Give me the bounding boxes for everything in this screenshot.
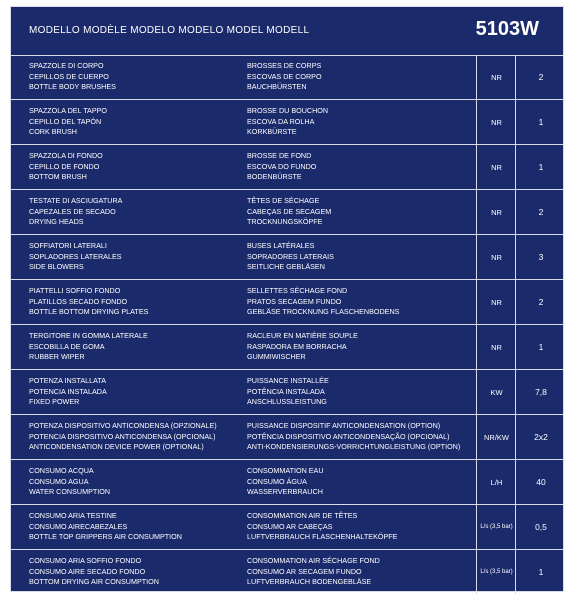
spec-label-line: CONSUMO ÁGUA [247, 476, 307, 486]
spec-value: 1 [515, 100, 566, 144]
spec-label-line: ANTI-KONDENSIERUNGS-VORRICHTUNGLEISTUNG (OPTION) [247, 442, 461, 451]
spec-label-line: TERGITORE IN GOMMA LATERALE [29, 331, 148, 340]
spec-label-line: CONSUMO AR SECAGEM FUNDO [247, 566, 362, 576]
spec-label-line: BUSES LATÉRALES [247, 241, 315, 250]
spec-label-line: POTÊNCIA INSTALADA [247, 386, 325, 396]
spec-label-line: PUISSANCE DISPOSITIF ANTICONDENSATION (OPTION) [247, 421, 441, 430]
spec-label-line: CONSUMO ARIA SOFFIO FONDO [29, 556, 142, 565]
spec-unit: NR [476, 145, 516, 189]
spec-label-it-es-en [29, 556, 245, 588]
table-row [11, 235, 563, 280]
spec-label-line: CAPEZALES DE SECADO [29, 206, 116, 216]
spec-label-line: BOTTLE BOTTOM DRYING PLATES [29, 307, 149, 316]
spec-label-line: SIDE BLOWERS [29, 262, 84, 271]
spec-label-fr-pt-de [247, 286, 475, 318]
spec-label-line: RASPADORA EM BORRACHA [247, 341, 347, 351]
model-label: MODELLO MODÈLE MODELO MODELO MODEL MODELL [29, 25, 310, 36]
spec-value: 2 [515, 280, 566, 324]
spec-label-fr-pt-de [247, 511, 475, 543]
spec-value: 2 [515, 55, 566, 99]
spec-label-line: CONSUMO AGUA [29, 476, 89, 486]
spec-label-line: PUISSANCE INSTALLÉE [247, 376, 329, 385]
spec-label-line: ESCOVA DA ROLHA [247, 116, 315, 126]
spec-label-fr-pt-de [247, 151, 475, 183]
spec-unit: L/s (3,5 bar) [476, 550, 516, 594]
spec-label-line: SPAZZOLE DI CORPO [29, 61, 104, 70]
spec-label-line: WASSERVERBRAUCH [247, 487, 323, 496]
spec-label-line: POTENZA INSTALLATA [29, 376, 107, 385]
spec-label-fr-pt-de [247, 421, 475, 453]
table-row [11, 370, 563, 415]
spec-label-line: BODENBÜRSTE [247, 172, 302, 181]
table-header [11, 7, 563, 56]
spec-label-it-es-en [29, 466, 245, 498]
spec-label-line: POTENZA DISPOSITIVO ANTICONDENSA (OPZIONALE) [29, 421, 217, 430]
spec-value: 1 [515, 145, 566, 189]
spec-label-line: ANTICONDENSATION DEVICE POWER (OPTIONAL) [29, 442, 204, 451]
spec-value: 40 [515, 460, 566, 504]
spec-unit: NR [476, 235, 516, 279]
table-row [11, 505, 563, 550]
spec-unit: NR [476, 325, 516, 369]
spec-label-line: KORKBÜRSTE [247, 127, 297, 136]
spec-label-line: ESCOVAS DE CORPO [247, 71, 322, 81]
spec-label-it-es-en [29, 331, 245, 363]
spec-label-line: POTENCIA INSTALADA [29, 386, 107, 396]
spec-label-line: PIATTELLI SOFFIO FONDO [29, 286, 121, 295]
spec-label-line: CORK BRUSH [29, 127, 77, 136]
spec-unit: NR/KW [476, 415, 516, 459]
spec-label-line: POTÊNCIA DISPOSITIVO ANTICONDENSAÇÃO (OPCIONAL) [247, 431, 450, 441]
table-row [11, 280, 563, 325]
table-row [11, 415, 563, 460]
spec-label-line: GEBLÄSE TROCKNUNG FLASCHENBODENS [247, 307, 400, 316]
spec-unit: KW [476, 370, 516, 414]
spec-label-line: PRATOS SECAGEM FUNDO [247, 296, 342, 306]
spec-unit: NR [476, 55, 516, 99]
spec-label-fr-pt-de [247, 556, 475, 588]
spec-label-line: TESTATE DI ASCIUGATURA [29, 196, 123, 205]
spec-value: 2x2 [515, 415, 566, 459]
spec-table [10, 6, 564, 592]
spec-label-line: BOTTLE TOP GRIPPERS AIR CONSUMPTION [29, 532, 182, 541]
spec-label-line: TROCKNUNGSKÖPFE [247, 217, 323, 226]
spec-label-line: BOTTOM DRYING AIR CONSUMPTION [29, 577, 159, 586]
spec-label-fr-pt-de [247, 106, 475, 138]
spec-unit: NR [476, 100, 516, 144]
spec-label-line: LUFTVERBRAUCH FLASCHENHALTEKÖPFE [247, 532, 398, 541]
spec-label-line: TÊTES DE SÉCHAGE [247, 196, 320, 205]
spec-label-line: RACLEUR EN MATIÈRE SOUPLE [247, 331, 358, 340]
spec-value: 0,5 [515, 505, 566, 549]
spec-label-line: ANSCHLUSSLEISTUNG [247, 397, 327, 406]
spec-label-line: ESCOBILLA DE GOMA [29, 341, 105, 351]
table-row [11, 550, 563, 594]
spec-label-line: CONSOMMATION EAU [247, 466, 324, 475]
spec-label-line: SOPLADORES LATERALES [29, 251, 122, 261]
spec-label-line: CEPILLO DEL TAPÓN [29, 116, 102, 126]
spec-label-line: FIXED POWER [29, 397, 80, 406]
spec-label-line: LUFTVERBRAUCH BODENGEBLÄSE [247, 577, 372, 586]
spec-label-line: BOTTOM BRUSH [29, 172, 87, 181]
spec-label-it-es-en [29, 61, 245, 93]
spec-label-it-es-en [29, 286, 245, 318]
spec-unit: NR [476, 280, 516, 324]
spec-label-it-es-en [29, 106, 245, 138]
spec-label-line: BROSSES DE CORPS [247, 61, 322, 70]
spec-label-line: CONSUMO ARIA TESTINE [29, 511, 117, 520]
spec-value: 1 [515, 325, 566, 369]
spec-label-line: CONSUMO AR CABEÇAS [247, 521, 333, 531]
spec-label-line: POTENCIA DISPOSITIVO ANTICONDENSA (OPCIONAL) [29, 431, 216, 441]
spec-label-line: SOFFIATORI LATERALI [29, 241, 107, 250]
table-row [11, 55, 563, 100]
spec-value: 2 [515, 190, 566, 234]
spec-value: 3 [515, 235, 566, 279]
spec-label-line: BROSSE DU BOUCHON [247, 106, 329, 115]
spec-label-fr-pt-de [247, 61, 475, 93]
spec-rows [11, 55, 563, 594]
spec-label-it-es-en [29, 376, 245, 408]
spec-label-line: ESCOVA DO FUNDO [247, 161, 317, 171]
spec-label-line: GUMMIWISCHER [247, 352, 306, 361]
spec-label-line: CONSUMO ACQUA [29, 466, 94, 475]
table-row [11, 460, 563, 505]
spec-label-line: RUBBER WIPER [29, 352, 85, 361]
spec-label-line: SPAZZOLA DI FONDO [29, 151, 103, 160]
table-row [11, 100, 563, 145]
table-row [11, 190, 563, 235]
spec-label-it-es-en [29, 511, 245, 543]
spec-label-line: CEPILLO DE FONDO [29, 161, 100, 171]
spec-label-line: SPAZZOLA DEL TAPPO [29, 106, 108, 115]
spec-label-line: DRYING HEADS [29, 217, 84, 226]
spec-label-line: WATER CONSUMPTION [29, 487, 111, 496]
spec-label-line: BOTTLE BODY BRUSHES [29, 82, 116, 91]
table-row [11, 325, 563, 370]
spec-label-line: CONSOMMATION AIR SÉCHAGE FOND [247, 556, 380, 565]
model-code: 5103W [475, 18, 539, 40]
spec-label-line: PLATILLOS SECADO FONDO [29, 296, 128, 306]
spec-label-fr-pt-de [247, 466, 475, 498]
spec-label-line: SOPRADORES LATERAIS [247, 251, 334, 261]
spec-label-line: SEITLICHE GEBLÄSEN [247, 262, 325, 271]
spec-label-line: BROSSE DE FOND [247, 151, 312, 160]
table-row [11, 145, 563, 190]
spec-label-it-es-en [29, 241, 245, 273]
spec-label-line: SELLETTES SÉCHAGE FOND [247, 286, 348, 295]
spec-label-fr-pt-de [247, 376, 475, 408]
spec-label-line: CONSUMO AIRECABEZALES [29, 521, 128, 531]
spec-label-it-es-en [29, 196, 245, 228]
spec-label-line: CONSUMO AIRE SECADO FONDO [29, 566, 146, 576]
spec-unit: L/s (3,5 bar) [476, 505, 516, 549]
spec-value: 7,8 [515, 370, 566, 414]
spec-unit: L/H [476, 460, 516, 504]
spec-label-it-es-en [29, 151, 245, 183]
spec-unit: NR [476, 190, 516, 234]
spec-value: 1 [515, 550, 566, 594]
spec-label-fr-pt-de [247, 241, 475, 273]
spec-label-fr-pt-de [247, 331, 475, 363]
spec-label-line: CABEÇAS DE SECAGEM [247, 206, 332, 216]
spec-label-line: CONSOMMATION AIR DE TÊTES [247, 511, 358, 520]
spec-label-fr-pt-de [247, 196, 475, 228]
spec-label-it-es-en [29, 421, 245, 453]
spec-label-line: BAUCHBÜRSTEN [247, 82, 307, 91]
spec-label-line: CEPILLOS DE CUERPO [29, 71, 109, 81]
